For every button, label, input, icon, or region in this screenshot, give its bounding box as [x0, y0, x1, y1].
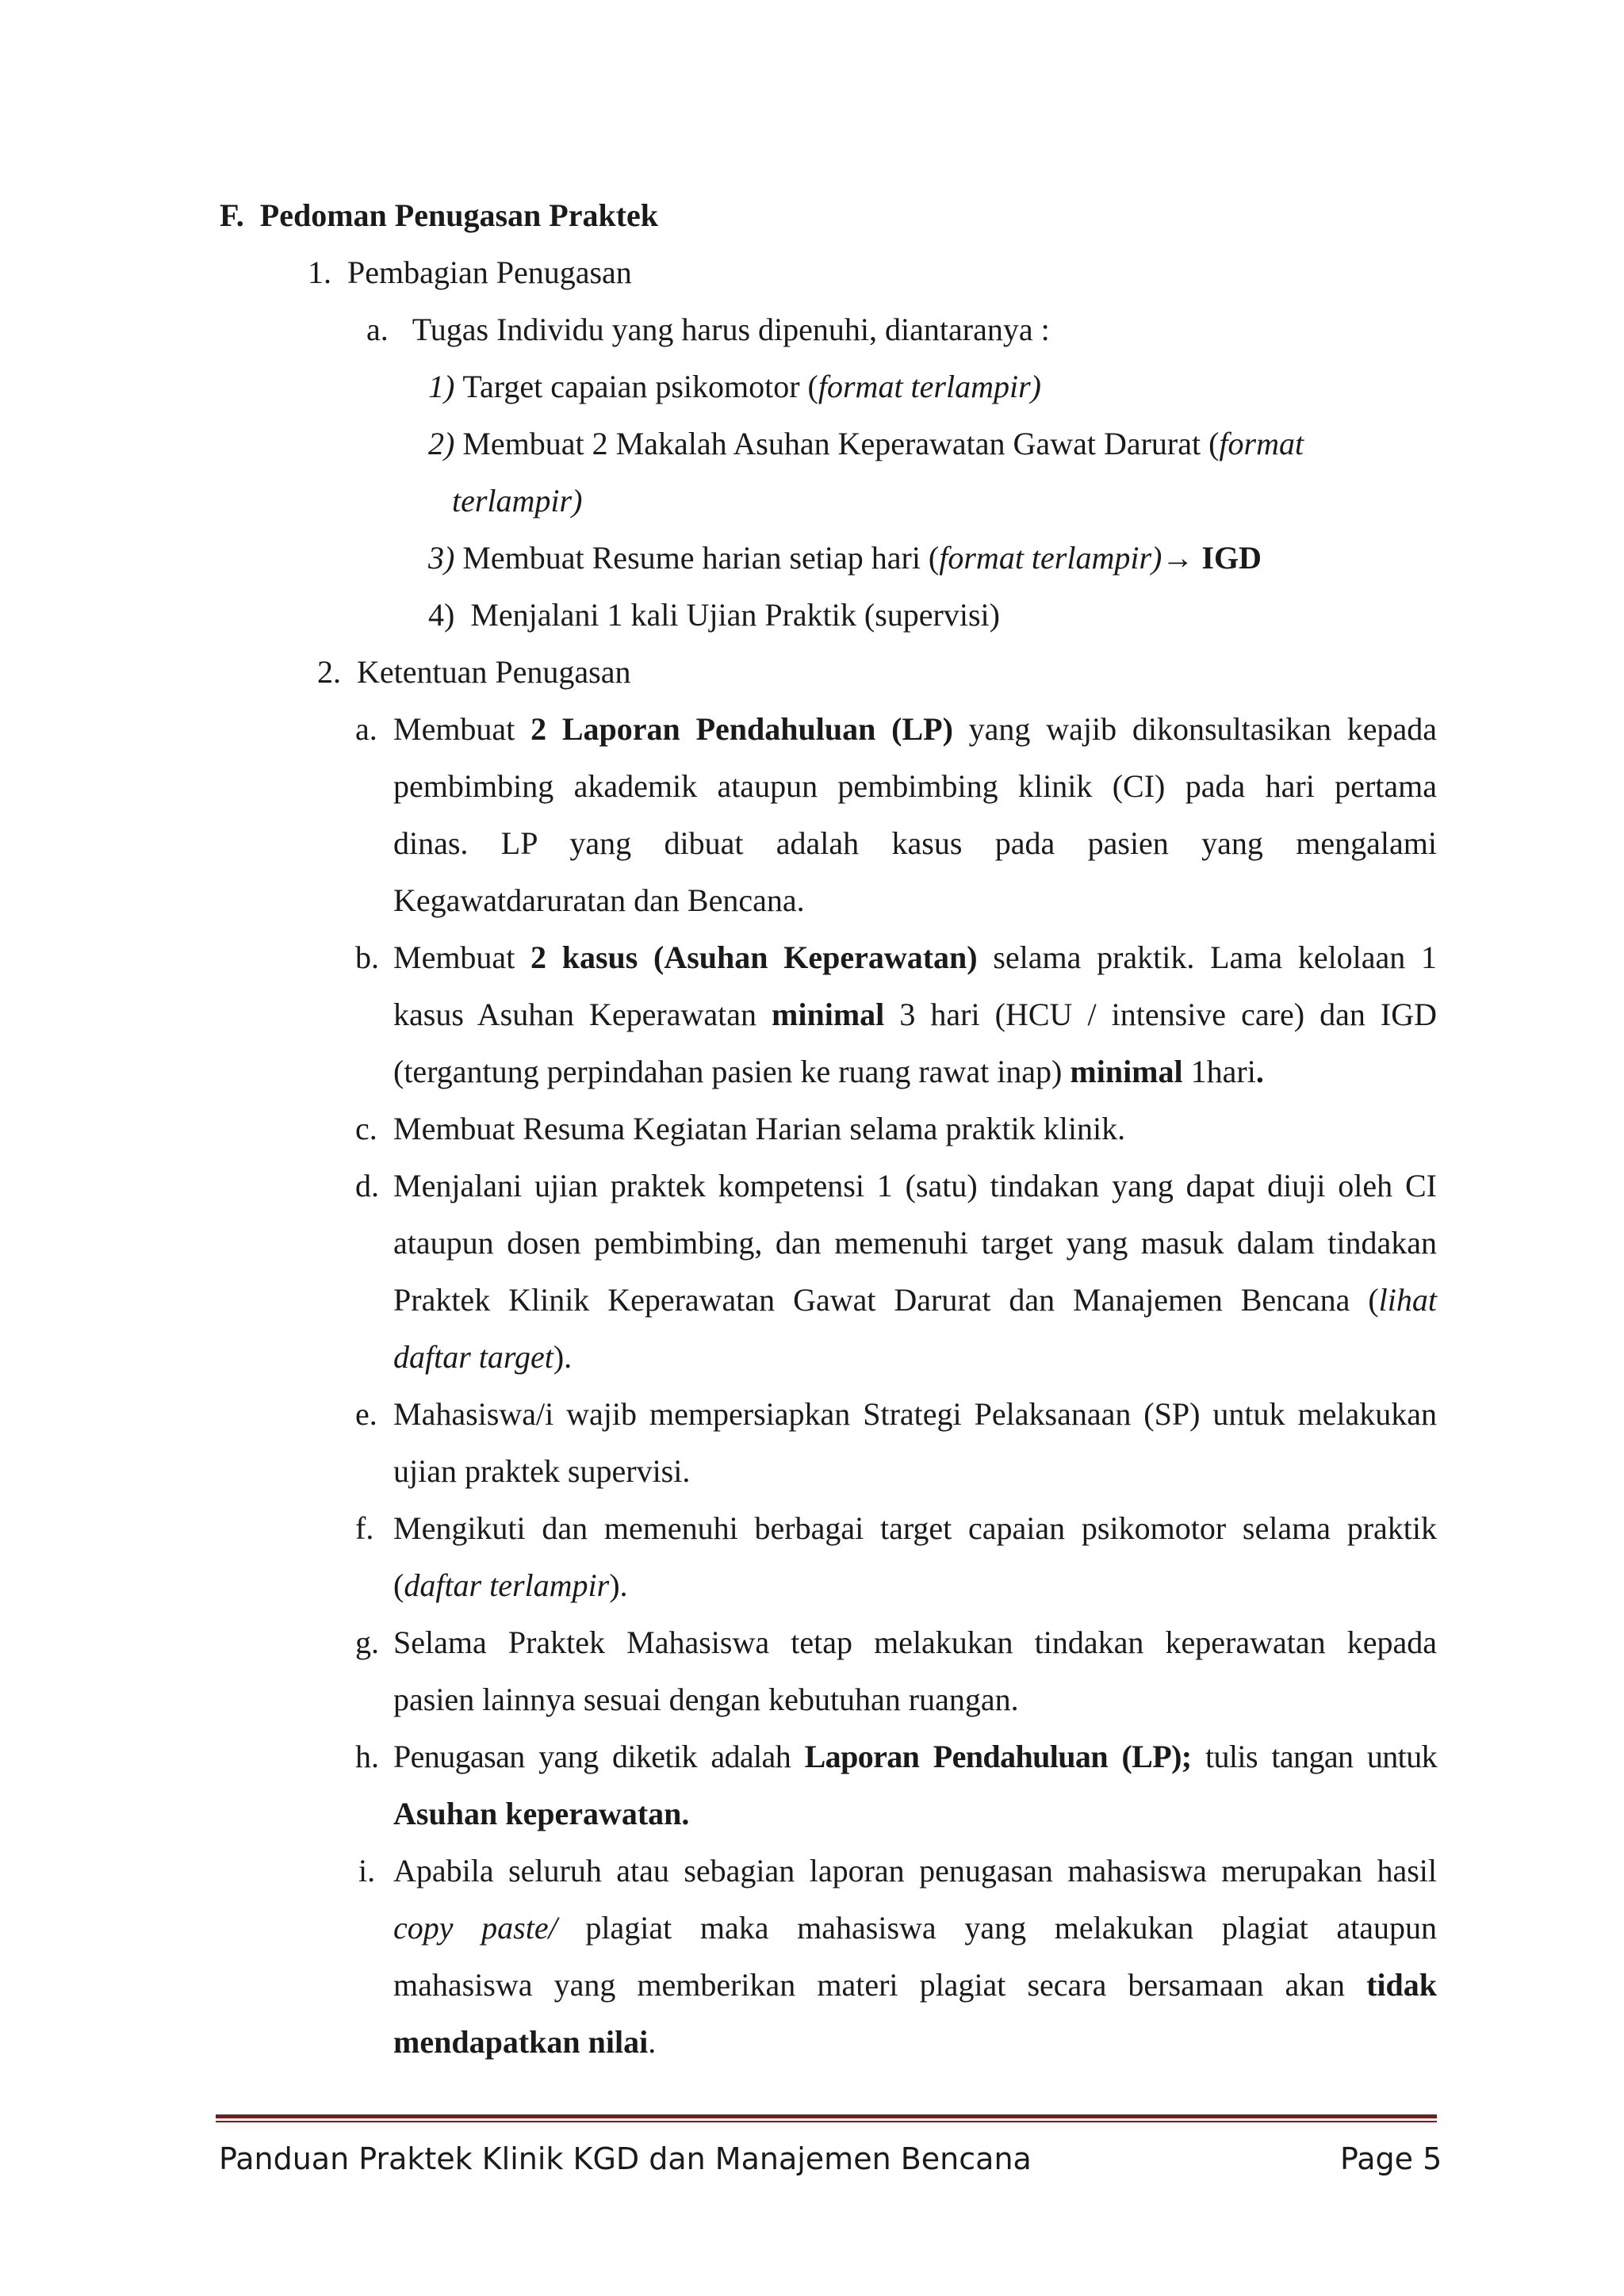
part1-subitem-4: 4) Menjalani 1 kali Ujian Praktik (supervisi): [428, 597, 1000, 633]
section-letter: F.: [220, 197, 244, 233]
part2-item-i-line3: mahasiswa yang memberikan materi plagiat secara bersamaan akan tidak: [393, 1967, 1437, 2003]
footer-page-number: Page 5: [1340, 2141, 1442, 2176]
arrow-right-icon: →: [1162, 540, 1194, 576]
footer-rule: [216, 2114, 1437, 2118]
part2-item-e-line2: ujian praktek supervisi.: [393, 1453, 691, 1489]
part1-subitem-1: 1) Target capaian psikomotor (format terlampir): [428, 369, 1041, 404]
section-heading: [220, 197, 658, 235]
part2-item-g-line2: pasien lainnya sesuai dengan kebutuhan ruangan.: [393, 1682, 1019, 1717]
part2-letter-a: a.: [355, 711, 377, 747]
part2-item-d-line2: ataupun dosen pembimbing, dan memenuhi target yang masuk dalam tindakan: [393, 1225, 1437, 1261]
part2-item-a-line3: dinas. LP yang dibuat adalah kasus pada pasien yang mengalami: [393, 825, 1437, 861]
part2-letter-f: f.: [355, 1510, 374, 1546]
part1-subitem-2: 2) Membuat 2 Makalah Asuhan Keperawatan Gawat Darurat (format: [428, 426, 1304, 461]
part2-item-d-line3: Praktek Klinik Keperawatan Gawat Darurat dan Manajemen Bencana (lihat: [393, 1282, 1437, 1318]
part1-heading: 1. Pembagian Penugasan: [308, 254, 632, 290]
part2-letter-g: g.: [355, 1624, 379, 1660]
part2-item-f-line1: Mengikuti dan memenuhi berbagai target capaian psikomotor selama praktik: [393, 1510, 1437, 1546]
section-title: Pedoman Penugasan Praktek: [259, 197, 659, 233]
part2-title: Ketentuan Penugasan: [357, 654, 631, 690]
part2-item-d-line1: Menjalani ujian praktek kompetensi 1 (satu) tindakan yang dapat diuji oleh CI: [393, 1168, 1437, 1203]
part2-heading: 2. Ketentuan Penugasan: [317, 654, 631, 690]
part2-item-h-line1: Penugasan yang diketik adalah Laporan Pendahuluan (LP); tulis tangan untuk: [393, 1739, 1437, 1774]
part2-letter-h: h.: [355, 1739, 379, 1774]
part1-title: Pembagian Penugasan: [347, 254, 632, 290]
part2-letter-e: e.: [355, 1396, 377, 1432]
part2-item-a-line2: pembimbing akademik ataupun pembimbing klinik (CI) pada hari pertama: [393, 768, 1437, 804]
part2-item-b-line3: (tergantung perpindahan pasien ke ruang rawat inap) minimal 1hari.: [393, 1054, 1264, 1089]
part1-subitem-2-continued: terlampir): [452, 483, 583, 519]
part2-letter-d: d.: [355, 1168, 379, 1203]
footer-rule-thin: [216, 2121, 1437, 2122]
part1-subitem-3: 3) Membuat Resume harian setiap hari (format terlampir)→ IGD: [428, 540, 1262, 576]
part2-item-i-line2: copy paste/ plagiat maka mahasiswa yang melakukan plagiat ataupun: [393, 1910, 1437, 1946]
part2-item-i-line1: Apabila seluruh atau sebagian laporan penugasan mahasiswa merupakan hasil: [393, 1853, 1437, 1888]
part2-letter-c: c.: [355, 1111, 377, 1146]
part2-item-b-line1: Membuat 2 kasus (Asuhan Keperawatan) selama praktik. Lama kelolaan 1: [393, 939, 1437, 975]
part2-letter-i: i.: [358, 1853, 376, 1888]
part2-item-a-line4: Kegawatdaruratan dan Bencana.: [393, 882, 805, 918]
part2-item-h-line2: Asuhan keperawatan.: [393, 1796, 690, 1831]
part2-item-g-line1: Selama Praktek Mahasiswa tetap melakukan tindakan keperawatan kepada: [393, 1624, 1437, 1660]
part2-letter-b: b.: [355, 939, 379, 975]
part2-item-d-line4: daftar target).: [393, 1339, 573, 1375]
part2-item-i-line4: mendapatkan nilai.: [393, 2024, 657, 2060]
footer-title: Panduan Praktek Klinik KGD dan Manajemen Bencana: [219, 2141, 1032, 2176]
part2-item-c: Membuat Resuma Kegiatan Harian selama praktik klinik.: [393, 1111, 1126, 1146]
part2-item-e-line1: Mahasiswa/i wajib mempersiapkan Strategi Pelaksanaan (SP) untuk melakukan: [393, 1396, 1437, 1432]
part2-item-f-line2: (daftar terlampir).: [393, 1567, 628, 1603]
part2-item-b-line2: kasus Asuhan Keperawatan minimal 3 hari (HCU / intensive care) dan IGD: [393, 997, 1437, 1032]
part2-item-a-line1: Membuat 2 Laporan Pendahuluan (LP) yang wajib dikonsultasikan kepada: [393, 711, 1437, 747]
part1-item-a: a. Tugas Individu yang harus dipenuhi, diantaranya :: [366, 312, 1050, 347]
